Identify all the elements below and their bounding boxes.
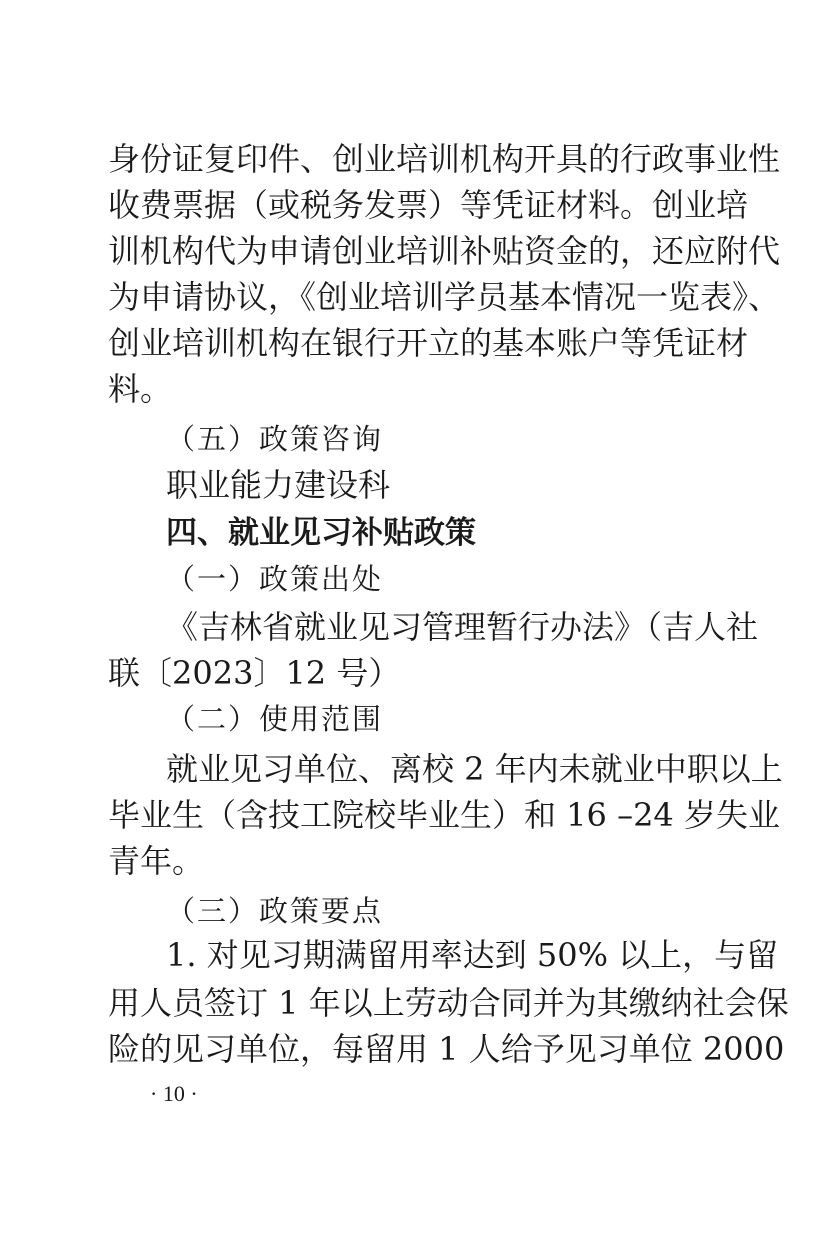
paragraph-line-3: 训机构代为申请创业培训补贴资金的，还应附代 [108, 232, 781, 270]
scope-line-3: 青年。 [108, 842, 205, 880]
paragraph-line-6: 料。 [108, 370, 173, 408]
key-points-line-3: 险的见习单位，每留用 1 人给予见习单位 2000 [108, 1030, 785, 1068]
scope-line-2: 毕业生（含技工院校毕业生）和 16 –24 岁失业 [108, 796, 780, 834]
policy-source-line-2: 联〔2023〕12 号） [108, 654, 401, 692]
paragraph-line-2: 收费票据（或税务发票）等凭证材料。创业培 [108, 186, 749, 224]
subheading-scope: （二）使用范围 [166, 702, 384, 736]
policy-source-line-1: 《吉林省就业见习管理暂行办法》（吉人社 [166, 608, 759, 646]
paragraph-line-4: 为申请协议，《创业培训学员基本情况一览表》、 [108, 278, 781, 316]
subheading-policy-consultation: （五）政策咨询 [166, 422, 384, 456]
page-number: · 10 · [150, 1081, 198, 1106]
key-points-line-2: 用人员签订 1 年以上劳动合同并为其缴纳社会保 [108, 984, 789, 1022]
section-heading-internship-subsidy: 四、就业见习补贴政策 [166, 515, 476, 551]
subheading-key-points: （三）政策要点 [166, 894, 384, 928]
key-points-line-1: 1. 对见习期满留用率达到 50% 以上，与留 [166, 936, 779, 974]
paragraph-line-1: 身份证复印件、创业培训机构开具的行政事业性 [108, 140, 781, 178]
scope-line-1: 就业见习单位、离校 2 年内未就业中职以上 [166, 750, 783, 788]
paragraph-line-5: 创业培训机构在银行开立的基本账户等凭证材 [108, 324, 749, 362]
department-name: 职业能力建设科 [166, 466, 391, 504]
subheading-policy-source: （一）政策出处 [166, 562, 384, 596]
